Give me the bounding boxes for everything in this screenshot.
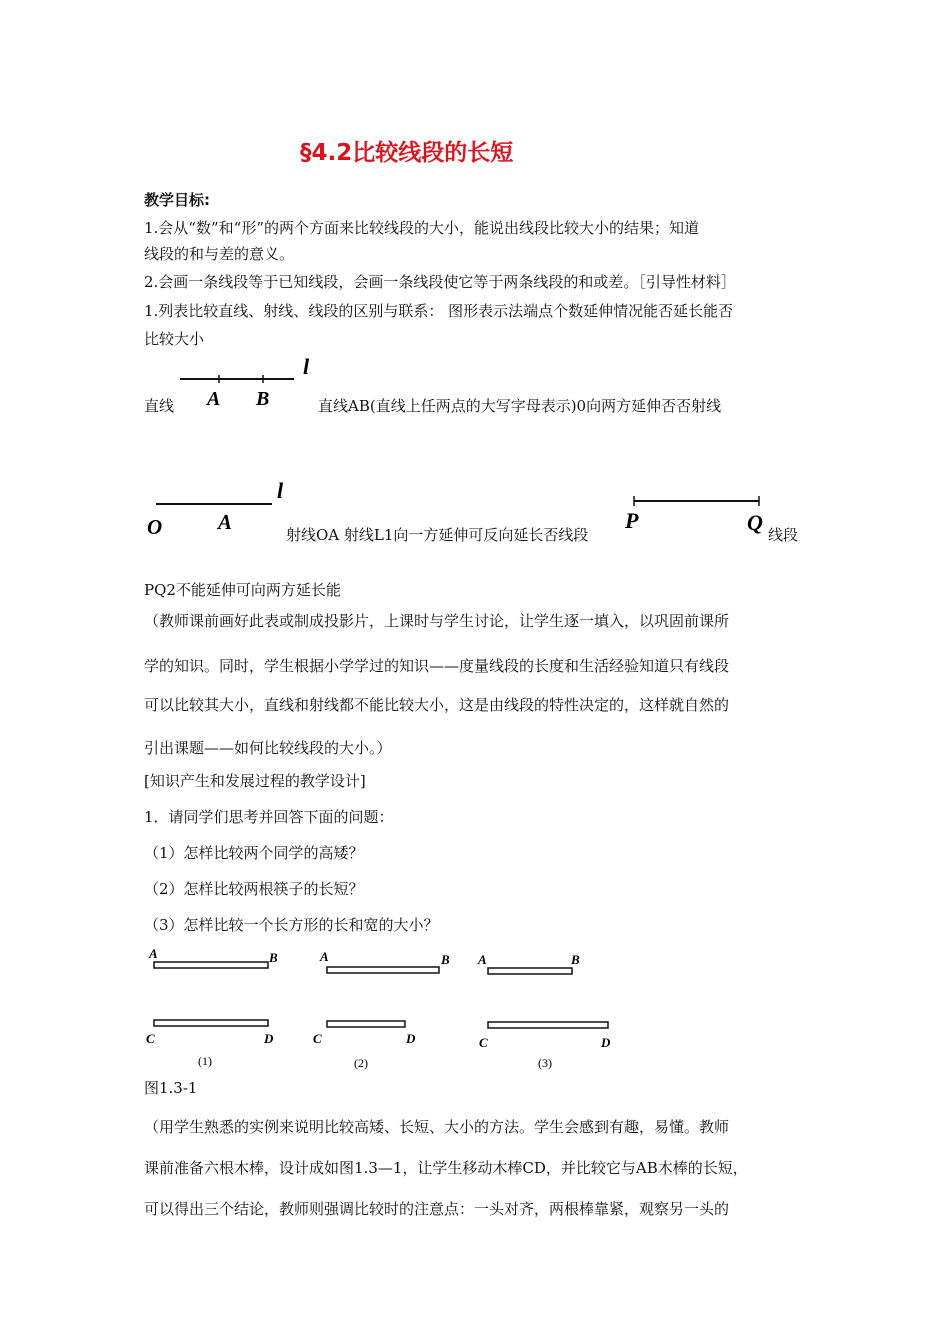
label-c: C: [479, 1035, 488, 1050]
question-line: 1．请同学们思考并回答下面的问题：: [144, 808, 394, 826]
ray-start-label: O: [147, 515, 163, 539]
figure-part-1: [146, 946, 278, 1068]
part-label: (3): [538, 1056, 552, 1070]
teacher-note-line: （教师课前画好此表或制成投影片，上课时与学生讨论，让学生逐一填入，以巩固前课所: [144, 612, 730, 630]
line-figure: [176, 354, 316, 410]
page-title: §4.2比较线段的长短: [300, 140, 514, 166]
question-line: （2）怎样比较两根筷子的长短？: [144, 880, 364, 898]
ray-description: 射线OA 射线L1向一方延伸可反向延长否线段: [286, 526, 589, 544]
question-line: （1）怎样比较两个同学的高矮？: [144, 844, 364, 862]
objective-line: 线段的和与差的意义。: [144, 245, 295, 263]
stick-cd: [488, 1022, 608, 1028]
point-b-label: B: [256, 388, 270, 410]
teacher-note-line: 学的知识。同时，学生根据小学学过的知识——度量线段的长度和生活经验知道只有线段: [144, 657, 730, 675]
label-b: B: [571, 952, 580, 967]
closing-line: 可以得出三个结论，教师则强调比较时的注意点：一头对齐，两根棒靠紧，观察另一头的: [144, 1200, 730, 1218]
label-c: C: [313, 1031, 322, 1046]
objective-line: 1.会从“数”和“形”的两个方面来比较线段的大小，能说出线段比较大小的结果；知道: [144, 219, 699, 237]
label-d: D: [601, 1035, 611, 1050]
closing-line: 课前准备六根木棒，设计成如图1.3—1，让学生移动木棒CD，并比较它与AB木棒的长短，: [144, 1159, 748, 1177]
figure-part-3: [477, 952, 611, 1070]
label-d: D: [406, 1031, 416, 1046]
label-d: D: [264, 1031, 274, 1046]
objective-line: 比较大小: [144, 330, 205, 348]
segment-figure: [620, 488, 770, 542]
closing-line: （用学生熟悉的实例来说明比较高矮、长短、大小的方法。学生会感到有趣，易懂。教师: [144, 1118, 730, 1136]
teacher-note-line: 引出课题——如何比较线段的大小。）: [144, 739, 392, 757]
segment-description: PQ2不能延伸可向两方延长能: [144, 581, 341, 599]
objectives-heading: 教学目标:: [144, 191, 210, 209]
objective-line: 2.会画一条线段等于已知线段，会画一条线段使它等于两条线段的和或差。［引导性材料］: [144, 273, 736, 291]
objective-line: 1.列表比较直线、射线、线段的区别与联系： 图形表示法端点个数延伸情况能否延长能否: [144, 302, 734, 320]
line-description: 直线AB(直线上任两点的大写字母表示)0向两方延伸否否射线: [318, 397, 722, 415]
label-a: A: [149, 946, 158, 961]
label-a: A: [478, 952, 487, 967]
point-p-label: P: [625, 508, 639, 533]
stick-ab: [488, 968, 572, 974]
part-label: (2): [354, 1056, 368, 1070]
point-q-label: Q: [747, 510, 763, 535]
point-a-label: A: [207, 388, 221, 410]
line-label: 直线: [144, 397, 175, 415]
stick-cd: [154, 1020, 268, 1026]
ray-point-label: A: [218, 510, 233, 534]
part-label: (1): [198, 1054, 212, 1068]
stick-cd: [327, 1021, 405, 1027]
segment-suffix: 线段: [768, 526, 799, 544]
figure-part-2: [313, 949, 450, 1070]
label-c: C: [146, 1031, 155, 1046]
stick-ab: [154, 962, 268, 968]
ray-name-label: l: [277, 478, 284, 503]
label-b: B: [441, 952, 450, 967]
line-name-label: l: [303, 354, 310, 379]
teacher-note-line: 可以比较其大小，直线和射线都不能比较大小，这是由线段的特性决定的，这样就自然的: [144, 696, 730, 714]
ray-figure: [144, 476, 294, 540]
question-line: （3）怎样比较一个长方形的长和宽的大小？: [144, 916, 439, 934]
stick-ab: [327, 967, 439, 973]
label-a: A: [320, 949, 329, 964]
label-b: B: [269, 950, 278, 965]
figure-caption: 图1.3-1: [144, 1079, 198, 1097]
design-heading: [知识产生和发展过程的教学设计]: [144, 772, 366, 790]
stick-comparison-figure: [140, 940, 620, 1075]
